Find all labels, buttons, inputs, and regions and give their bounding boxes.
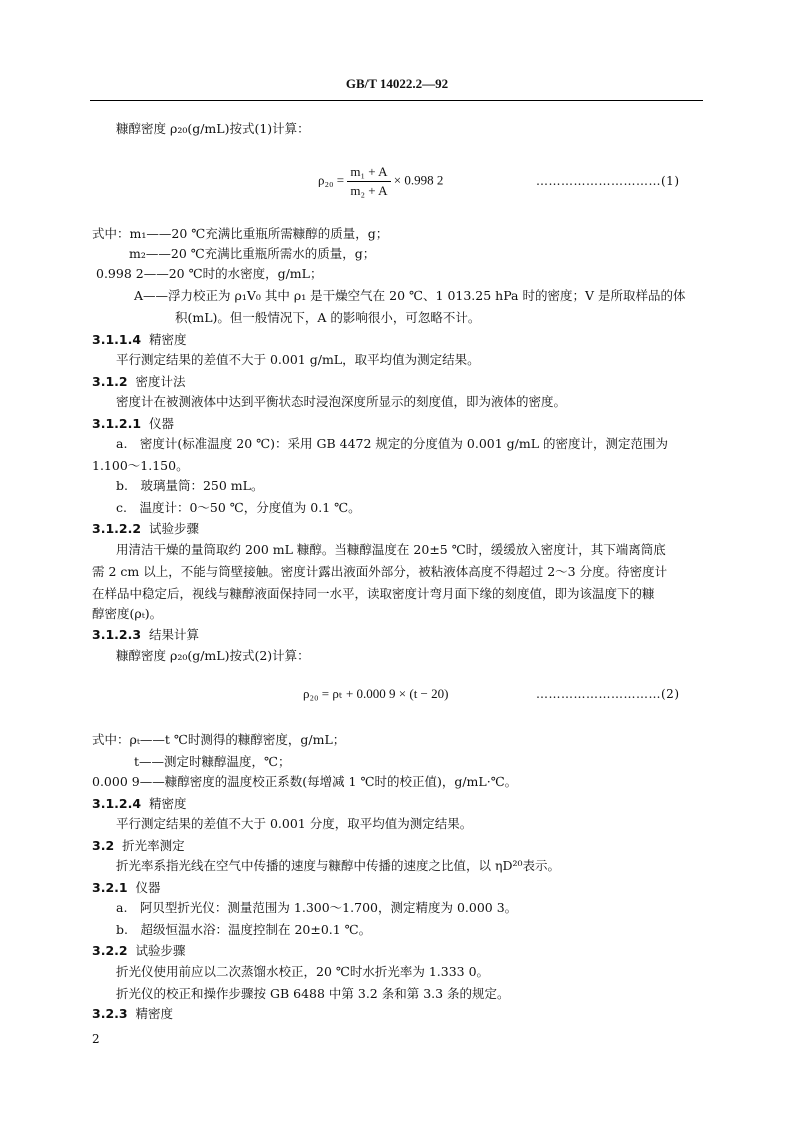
paragraph: 在样品中稳定后，视线与糠醇液面保持同一水平，读取密度计弯月面下缘的刻度值，即为该温度下的糠	[92, 586, 655, 601]
section-3-1-2-1	[92, 416, 174, 432]
def-line: 式中：ρₜ——t ℃时测得的糠醇密度，g/mL；	[92, 732, 346, 747]
eq1-lhs: ρ₂₀ =	[318, 172, 345, 188]
section-3-2-3	[92, 1006, 173, 1022]
paragraph: 平行测定结果的差值不大于 0.001 g/mL，取平均值为测定结果。	[116, 352, 480, 367]
equation-1	[318, 164, 443, 199]
eq1-fraction	[347, 164, 390, 199]
list-item-cont: 1.100～1.150。	[92, 458, 189, 473]
section-3-1-2-3	[92, 627, 199, 643]
paragraph: 平行测定结果的差值不大于 0.001 分度，取平均值为测定结果。	[116, 816, 473, 831]
eq1-rhs: × 0.998 2	[393, 172, 444, 188]
paragraph: 需 2 cm 以上，不能与筒壁接触。密度计露出液面外部分，被粘液体高度不得超过 2～3 分度。待密度计	[92, 564, 668, 579]
section-number: 3.2.3	[92, 1006, 128, 1021]
section-number: 3.1.2.2	[92, 521, 142, 536]
section-3-1-1-4	[92, 332, 187, 348]
equation-2: ρ₂₀ = ρₜ + 0.000 9 × (t − 20)	[303, 686, 449, 701]
eq1-denominator: m₂ + A	[350, 183, 388, 198]
section-title: 结果计算	[149, 627, 200, 642]
section-3-1-2	[92, 374, 186, 390]
def-line: A——浮力校正为 ρ₁V₀ 其中 ρ₁ 是干燥空气在 20 ℃、1 013.25 hPa 时的密度；V 是所取样品的体	[134, 288, 686, 303]
list-item: b. 玻璃量筒：250 mL。	[116, 478, 264, 493]
section-number: 3.2.1	[92, 880, 128, 895]
section-3-2-2	[92, 943, 186, 959]
section-title: 仪器	[149, 416, 175, 431]
list-item: a. 阿贝型折光仪：测量范围为 1.300～1.700，测定精度为 0.000 3。	[116, 900, 518, 915]
section-number: 3.1.2	[92, 374, 128, 389]
def-line: 0.998 2——20 ℃时的水密度，g/mL；	[96, 266, 323, 281]
paragraph: 折光仪的校正和操作步骤按 GB 6488 中第 3.2 条和第 3.3 条的规定。	[116, 986, 510, 1001]
section-3-1-2-2	[92, 521, 199, 537]
section-3-2	[92, 838, 185, 854]
section-title: 试验步骤	[135, 943, 186, 958]
paragraph: 折光率系指光线在空气中传播的速度与糠醇中传播的速度之比值，以 ηD²⁰表示。	[116, 858, 561, 873]
section-number: 3.2	[92, 838, 115, 853]
section-3-2-1	[92, 880, 161, 896]
section-title: 精密度	[149, 332, 187, 347]
paragraph: 用清洁干燥的量筒取约 200 mL 糠醇。当糠醇温度在 20±5 ℃时，缓缓放入密度计，其下端离筒底	[116, 542, 666, 557]
list-item: c. 温度计：0～50 ℃，分度值为 0.1 ℃。	[116, 500, 361, 515]
paragraph: 醇密度(ρₜ)。	[92, 606, 163, 621]
equation-1-number: …………………………(1)	[536, 174, 680, 188]
header-rule	[90, 100, 703, 101]
section-3-1-2-4	[92, 796, 187, 812]
section-title: 试验步骤	[149, 521, 200, 536]
intro-text: 糠醇密度 ρ₂₀(g/mL)按式(1)计算：	[116, 121, 310, 136]
def-line: m₂——20 ℃充满比重瓶所需水的质量，g；	[129, 246, 376, 261]
section-title: 密度计法	[135, 374, 186, 389]
page-header: GB/T 14022.2—92	[345, 76, 449, 91]
def-line: t——测定时糠醇温度，℃；	[134, 754, 291, 769]
section-title: 仪器	[135, 880, 161, 895]
section-number: 3.1.2.4	[92, 796, 142, 811]
section-title: 折光率测定	[122, 838, 185, 853]
list-item: a. 密度计(标准温度 20 ℃)：采用 GB 4472 规定的分度值为 0.001 g/mL 的密度计，测定范围为	[116, 436, 668, 451]
paragraph: 糠醇密度 ρ₂₀(g/mL)按式(2)计算：	[116, 648, 310, 663]
list-item: b. 超级恒温水浴：温度控制在 20±0.1 ℃。	[116, 922, 372, 937]
section-number: 3.1.1.4	[92, 332, 142, 347]
equation-2-number: …………………………(2)	[536, 687, 680, 701]
section-number: 3.1.2.3	[92, 627, 142, 642]
page-number: 2	[92, 1032, 100, 1046]
section-number: 3.2.2	[92, 943, 128, 958]
paragraph: 密度计在被测液体中达到平衡状态时浸泡深度所显示的刻度值，即为液体的密度。	[116, 394, 567, 409]
def-line: 0.000 9——糠醇密度的温度校正系数(每增减 1 ℃时的校正值)，g/mL·℃。	[92, 774, 518, 789]
eq1-numerator: m₁ + A	[347, 164, 390, 182]
section-title: 精密度	[135, 1006, 174, 1021]
def-line: 积(mL)。但一般情况下，A 的影响很小，可忽略不计。	[175, 310, 481, 325]
def-line: 式中：m₁——20 ℃充满比重瓶所需糠醇的质量，g；	[92, 226, 389, 241]
paragraph: 折光仪使用前应以二次蒸馏水校正，20 ℃时水折光率为 1.333 0。	[116, 964, 490, 979]
section-title: 精密度	[149, 796, 187, 811]
section-number: 3.1.2.1	[92, 416, 142, 431]
